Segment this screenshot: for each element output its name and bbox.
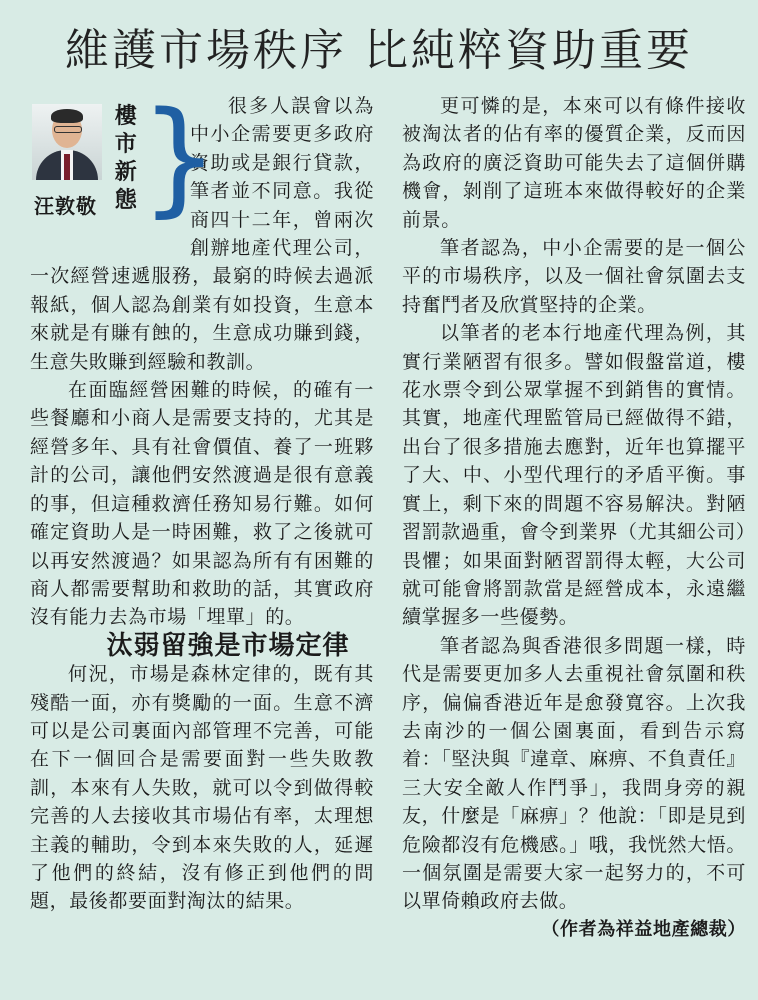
left-column bbox=[30, 86, 374, 916]
author-photo bbox=[32, 104, 102, 180]
column-name: 樓 市 新 態 bbox=[114, 103, 138, 213]
author-credit: （作者為祥益地產總裁） bbox=[541, 918, 746, 940]
paragraph: 更可憐的是，本來可以有條件接收被淘汰者的佔有率的優質企業，反而因為政府的廣泛資助可能失去了這個併購機會，剝削了這班本來做得較好的企業前景。 bbox=[402, 95, 746, 231]
paragraph: 很多人誤會以為中小企需要更多政府資助或是銀行貸款，筆者並不同意。我從商四十二年，曾兩次創辦地產代理公司，一次經營速遞服務，最窮的時候去過派報紙，個人認為創業有如投資，生意本來就是有賺有蝕的，生意成功賺到錢，生意失敗賺到經驗和教訓。 bbox=[30, 95, 374, 373]
paragraph: 在面臨經營困難的時候，的確有一些餐廳和小商人是需要支持的，尤其是經營多年、具有社會價值、養了一班夥計的公司，讓他們安然渡過是很有意義的事，但這種救濟任務知易行難。如何確定資助人是一時困難，救了之後就可以再安然渡過？如果認為所有有困難的商人都需要幫助和救助的話，其實政府沒有能力去為市場「埋單」的。 bbox=[30, 379, 374, 629]
paragraph: 筆者認為與香港很多問題一樣，時代是需要更加多人去重視社會氛圍和秩序，偏偏香港近年是愈發寬容。上次我去南沙的一個公園裏面，看到告示寫着：「堅決與『違章、麻痹、不負責任』三大安全敵人作鬥爭」，我問身旁的親友，什麼是「麻痹」？他說：「即是見到危險都沒有危機感。」哦，我恍然大悟。一個氛圍是需要大家一起努力的，不可以單倚賴政府去做。 bbox=[402, 634, 746, 913]
paragraph: 何況，市場是森林定律的，既有其殘酷一面，亦有獎勵的一面。生意不濟可以是公司裏面內部管理不完善，可能在下一個回合是需要面對一些失敗教訓，本來有人失敗，就可以令到做得較完善的人去接收其市場佔有率，太理想主義的輔助，令到本來失敗的人，延遲了他們的終結，沒有修正到他們的問題，最後都要面對淘汰的結果。 bbox=[30, 663, 374, 913]
headline: 維護市場秩序 比純粹資助重要 bbox=[65, 25, 693, 76]
author-name: 汪敦敬 bbox=[34, 194, 97, 218]
paragraph: 筆者認為，中小企需要的是一個公平的市場秩序，以及一個社會氛圍去支持奮鬥者及欣賞堅持的企業。 bbox=[402, 237, 746, 316]
brace-decoration: } bbox=[140, 86, 220, 230]
right-column bbox=[402, 92, 746, 944]
paragraph: 以筆者的老本行地產代理為例，其實行業陋習有很多。譬如假盤當道，樓花水票令到公眾掌握不到銷售的實情。其實，地產代理監管局已經做得不錯，出台了很多措施去應對，近年也算擺平了大、中、小型代理行的矛盾平衡。事實上，剩下來的問題不容易解決。對陋習罰款過重，會令到業界（尤其細公司）畏懼；如果面對陋習罰得太輕，大公司就可能會將罰款當是經營成本，永遠繼續掌握多一些優勢。 bbox=[402, 322, 746, 629]
byline-block bbox=[30, 86, 220, 236]
subheading: 汰弱留強是市場定律 bbox=[106, 630, 350, 661]
